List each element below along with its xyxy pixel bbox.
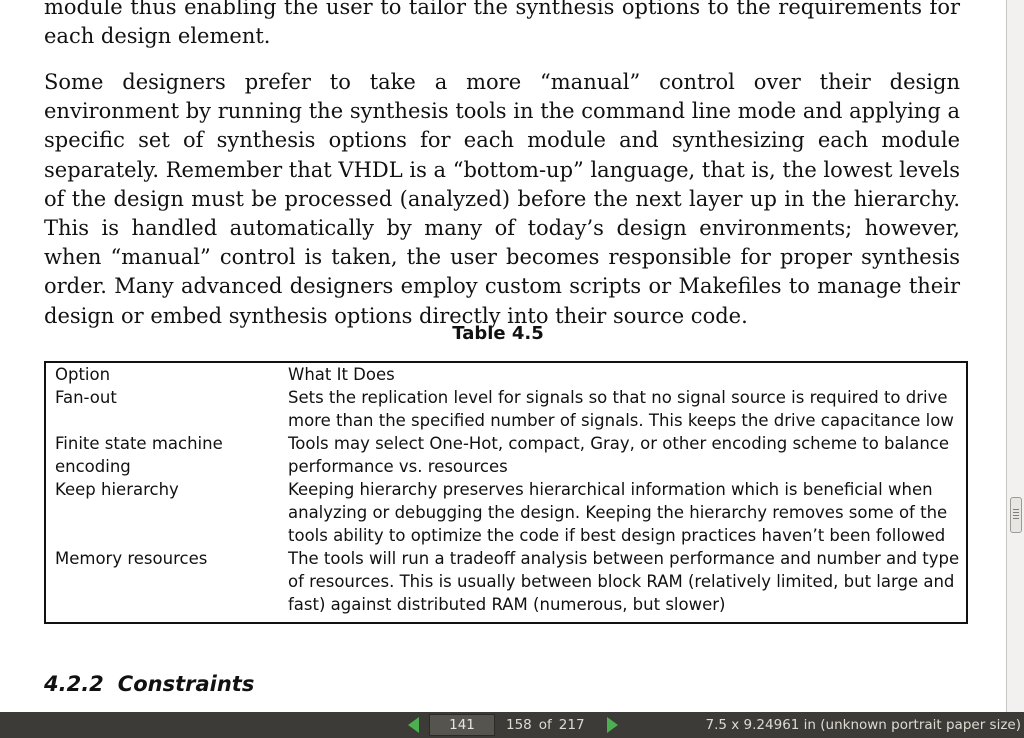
total-pages-label: 217 [558,717,585,733]
table-header-description: What It Does [288,365,395,384]
current-page-label: 158 [506,717,532,733]
table-caption: Table 4.5 [452,323,544,344]
scrollbar-thumb[interactable] [1010,497,1022,533]
table-cell-option [55,547,285,570]
section-heading [44,672,254,696]
table-cell-option [55,478,285,501]
of-label: of [538,717,552,733]
table-cell-description [288,478,963,547]
grip-icon [1013,509,1019,521]
page-number-input[interactable] [429,714,495,736]
paragraph-1: module thus enabling the user to tailor the synthesis options to the requirements for each design element. [44,0,960,49]
section-number: 4.2.2 [44,672,104,696]
description-line: fast) against distributed RAM (numerous, but slower) [288,595,726,614]
option-line: Keep hierarchy [55,480,179,499]
description-line: The tools will run a tradeoff analysis between performance and number and type [288,549,960,568]
page-indicator [506,717,592,733]
paper-size-label: 7.5 x 9.24961 in (unknown portrait paper size) [705,717,1021,733]
description-line: analyzing or debugging the design. Keeping the hierarchy removes some of the [288,503,948,522]
table-cell-description [288,386,963,432]
table-cell-description [288,432,963,478]
option-line: Finite state machine [55,434,223,453]
option-line: encoding [55,457,131,476]
table-cell-option [55,386,285,409]
options-table [44,361,968,624]
description-line: Tools may select One-Hot, compact, Gray, or other encoding scheme to balance [288,434,950,453]
paragraph-2: Some designers prefer to take a more “manual” control over their design environment by running the synthesis tools in the command line mode and applying a specific set of synthesis options for each module and synthesizing each module separately. Remember that VHDL is a “bottom-up” language, that is, the lowest levels of the design must be processed (analyzed) before the next layer up in the hierarchy. This is handled automatically by many of today’s design environments; however, when “manual” control is taken, the user becomes responsible for proper synthesis order. Many advanced designers employ custom scripts or Makefiles to manage their design or embed synthesis options directly into their source code. [44,70,961,328]
description-line: tools ability to optimize the code if best design practices haven’t been followed [288,526,946,545]
option-line: Memory resources [55,549,208,568]
table-cell-description [288,547,963,616]
description-line: Sets the replication level for signals so that no signal source is required to drive [288,388,948,407]
table-cell-option [55,432,285,478]
description-line: Keeping hierarchy preserves hierarchical information which is beneficial when [288,480,933,499]
bottom-toolbar [0,712,1024,738]
description-line: more than the specified number of signals. This keeps the drive capacitance low [288,411,954,430]
vertical-scrollbar[interactable] [1006,0,1024,712]
section-title: Constraints [117,672,255,696]
previous-page-button[interactable] [408,717,419,733]
description-line: of resources. This is usually between block RAM (relatively limited, but large and [288,572,955,591]
option-line: Fan-out [55,388,117,407]
description-line: performance vs. resources [288,457,508,476]
table-header-option: Option [55,365,111,384]
next-page-button[interactable] [607,717,618,733]
